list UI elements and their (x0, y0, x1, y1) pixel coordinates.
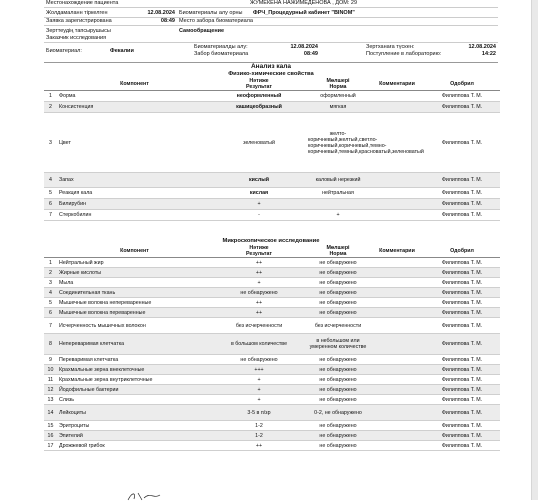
row-number: 6 (44, 199, 57, 210)
norm-value: 0-2, не обнаружено (306, 405, 370, 421)
component-name: Слизь (57, 395, 212, 405)
table-row (44, 268, 500, 278)
component-name: Йодофильные бактерии (57, 385, 212, 395)
row-number: 14 (44, 405, 57, 421)
header-label: Биоматериалы алу орны (179, 10, 243, 16)
norm-value: не обнаружено (306, 268, 370, 278)
take-date: 12.08.2024 (290, 44, 318, 50)
comment-cell (370, 278, 424, 288)
row-number: 5 (44, 298, 57, 308)
comment-cell (370, 355, 424, 365)
result-value: кислый (212, 173, 306, 188)
component-name: Крахмальные зерна внеклеточные (57, 365, 212, 375)
table-row (44, 308, 500, 318)
take-label-ru: Забор биоматериала (194, 50, 249, 57)
component-name: Мышечные волокна переваренные (57, 308, 212, 318)
table-row (44, 385, 500, 395)
comment-cell (370, 199, 424, 210)
comment-cell (370, 318, 424, 334)
row-number: 15 (44, 421, 57, 431)
approved-by: Филиппова Т. М. (424, 385, 500, 395)
approved-by: Филиппова Т. М. (424, 355, 500, 365)
approved-by: Филиппова Т. М. (424, 102, 500, 113)
row-number: 4 (44, 288, 57, 298)
norm-value: не обнаружено (306, 308, 370, 318)
row-number: 5 (44, 188, 57, 199)
table-row (44, 441, 500, 451)
result-value: + (212, 385, 306, 395)
result-value: ++ (212, 298, 306, 308)
approved-by: Филиппова Т. М. (424, 91, 500, 102)
approved-by: Филиппова Т. М. (424, 258, 500, 268)
header-label: Жолдамаланн тіркелген (46, 10, 108, 16)
result-value: + (212, 278, 306, 288)
biomaterial-value: Фекалии (110, 48, 134, 54)
take-label: Биоматериалды алу: (194, 44, 248, 50)
row-number: 4 (44, 173, 57, 188)
norm-value: нейтральная (306, 188, 370, 199)
table-row (44, 210, 500, 221)
norm-value: не обнаружено (306, 441, 370, 451)
table-row (44, 334, 500, 355)
col-comment: Комментарии (370, 245, 424, 258)
approved-by: Филиппова Т. М. (424, 441, 500, 451)
norm-value: не обнаружено (306, 278, 370, 288)
row-number: 11 (44, 375, 57, 385)
norm-value: не обнаружено (306, 395, 370, 405)
result-value: + (212, 375, 306, 385)
comment-cell (370, 365, 424, 375)
header-label: Заказчик исследования (46, 35, 107, 41)
result-value: кашицеобразный (212, 102, 306, 113)
result-value: ++ (212, 308, 306, 318)
received-label: Зертханаға түскен: (366, 44, 415, 50)
take-time: 08:49 (303, 50, 318, 57)
col-result: Нәтиже Результат (212, 245, 306, 258)
registered-time: 08:49 (160, 18, 175, 24)
component-name: Жирные кислоты (57, 268, 212, 278)
component-name: Мышечные волокна непереваренные (57, 298, 212, 308)
table-row (44, 318, 500, 334)
result-value: ++ (212, 268, 306, 278)
comment-cell (370, 405, 424, 421)
result-value: +++ (212, 365, 306, 375)
physchem-table (44, 78, 500, 221)
col-norm: Мөлшері Норма (306, 78, 370, 91)
comment-cell (370, 441, 424, 451)
row-number: 7 (44, 318, 57, 334)
row-number: 10 (44, 365, 57, 375)
result-value: ++ (212, 258, 306, 268)
report-title: Анализ кала (250, 63, 291, 70)
result-value: зеленоватый (212, 113, 306, 173)
header-label: Зерттеудің тапсырушысы (46, 28, 111, 34)
comment-cell (370, 334, 424, 355)
table-row (44, 173, 500, 188)
received-date: 12.08.2024 (468, 44, 496, 50)
component-name: Эпителий (57, 431, 212, 441)
norm-value: не обнаружено (306, 421, 370, 431)
patient-header (44, 0, 498, 43)
component-name: Запах (57, 173, 212, 188)
row-number: 16 (44, 431, 57, 441)
comment-cell (370, 375, 424, 385)
component-name: Переваримая клетчатка (57, 355, 212, 365)
patient-address: ЖУМЕКЕНА НАЖИМЕДЕНОВА , ДОМ: 29 (250, 0, 358, 6)
header-label: Местонахождение пациента (46, 0, 119, 6)
component-name: Соединительная ткань (57, 288, 212, 298)
table-row (44, 199, 500, 210)
table-row (44, 102, 500, 113)
comment-cell (370, 298, 424, 308)
result-value: без исчерченности (212, 318, 306, 334)
norm-value: без исчерченности (306, 318, 370, 334)
result-value: не обнаружено (212, 288, 306, 298)
component-name: Исчерченность мышечных волокон (57, 318, 212, 334)
comment-cell (370, 288, 424, 298)
comment-cell (370, 188, 424, 199)
norm-value: не обнаружено (306, 298, 370, 308)
scrollbar[interactable] (531, 0, 538, 500)
norm-value: мягкая (306, 102, 370, 113)
approved-by: Филиппова Т. М. (424, 210, 500, 221)
header-label: Заявка зарегистрирована (46, 18, 112, 24)
table-row (44, 278, 500, 288)
header-label: Место забора биоматериала (179, 18, 253, 24)
table-row (44, 421, 500, 431)
table-row (44, 113, 500, 173)
norm-value: оформленный (306, 91, 370, 102)
table-row (44, 375, 500, 385)
table-row (44, 288, 500, 298)
comment-cell (370, 268, 424, 278)
result-value: ++ (212, 441, 306, 451)
approved-by: Филиппова Т. М. (424, 421, 500, 431)
component-name: Непереваримая клетчатка (57, 334, 212, 355)
norm-value: каловый нерезкий (306, 173, 370, 188)
approved-by: Филиппова Т. М. (424, 188, 500, 199)
result-value: - (212, 210, 306, 221)
approved-by: Филиппова Т. М. (424, 268, 500, 278)
row-number: 9 (44, 355, 57, 365)
norm-value: желто-коричневый,желтый,светло-коричневый,коричневый,темно-коричневый,темный,красноватый,зеленоватый (306, 113, 370, 173)
row-number: 8 (44, 334, 57, 355)
approved-by: Филиппова Т. М. (424, 318, 500, 334)
table-row (44, 395, 500, 405)
component-name: Реакция кала (57, 188, 212, 199)
collection-place: ФРЧ_Процедурный кабинет "BINOM" (253, 10, 355, 16)
col-component: Компонент (57, 245, 212, 258)
registered-date: 12.08.2024 (147, 10, 175, 16)
component-name: Мыла (57, 278, 212, 288)
comment-cell (370, 102, 424, 113)
result-value: неоформленный (212, 91, 306, 102)
micro-table (44, 245, 500, 451)
table-row (44, 405, 500, 421)
norm-value: не обнаружено (306, 431, 370, 441)
col-approved: Одобрил (424, 78, 500, 91)
approved-by: Филиппова Т. М. (424, 308, 500, 318)
norm-value: не обнаружено (306, 365, 370, 375)
row-number: 12 (44, 385, 57, 395)
component-name: Цвет (57, 113, 212, 173)
norm-value: не обнаружено (306, 385, 370, 395)
comment-cell (370, 173, 424, 188)
approved-by: Филиппова Т. М. (424, 405, 500, 421)
row-number: 1 (44, 91, 57, 102)
norm-value: не обнаружено (306, 258, 370, 268)
section-micro-title: Микроскопическое исследование (222, 238, 320, 244)
approved-by: Филиппова Т. М. (424, 199, 500, 210)
result-value: кислая (212, 188, 306, 199)
result-value: 1-2 (212, 421, 306, 431)
approved-by: Филиппова Т. М. (424, 298, 500, 308)
col-norm: Мөлшері Норма (306, 245, 370, 258)
table-row (44, 188, 500, 199)
table-row (44, 355, 500, 365)
result-value: 3-5 в п/зр (212, 405, 306, 421)
component-name: Стеркобилин (57, 210, 212, 221)
component-name: Лейкоциты (57, 405, 212, 421)
norm-value: не обнаружено (306, 355, 370, 365)
result-value: 1-2 (212, 431, 306, 441)
approved-by: Филиппова Т. М. (424, 431, 500, 441)
norm-value: + (306, 210, 370, 221)
row-number: 3 (44, 278, 57, 288)
norm-value: не обнаружено (306, 288, 370, 298)
table-row (44, 298, 500, 308)
component-name: Консистенция (57, 102, 212, 113)
row-number: 2 (44, 268, 57, 278)
component-name: Нейтральный жир (57, 258, 212, 268)
result-value: + (212, 199, 306, 210)
comment-cell (370, 91, 424, 102)
comment-cell (370, 210, 424, 221)
row-number: 3 (44, 113, 57, 173)
comment-cell (370, 258, 424, 268)
result-value: не обнаружено (212, 355, 306, 365)
approved-by: Филиппова Т. М. (424, 173, 500, 188)
approved-by: Филиппова Т. М. (424, 334, 500, 355)
component-name: Эритроциты (57, 421, 212, 431)
comment-cell (370, 385, 424, 395)
signature-mark (120, 490, 180, 502)
component-name: Крахмальные зерна внутриклеточные (57, 375, 212, 385)
received-time: 14:22 (481, 50, 496, 57)
comment-cell (370, 421, 424, 431)
table-row (44, 91, 500, 102)
row-number: 17 (44, 441, 57, 451)
result-value: в большом количестве (212, 334, 306, 355)
received-label-ru: Поступление в лабораторию: (366, 50, 442, 57)
component-name: Дрожжевой грибок (57, 441, 212, 451)
row-number: 7 (44, 210, 57, 221)
component-name: Билирубин (57, 199, 212, 210)
row-number: 6 (44, 308, 57, 318)
section-physchem-title: Физико-химические свойства (228, 71, 314, 77)
biomaterial-row (44, 43, 498, 63)
approved-by: Филиппова Т. М. (424, 113, 500, 173)
table-row (44, 258, 500, 268)
result-value: + (212, 395, 306, 405)
col-comment: Комментарии (370, 78, 424, 91)
col-component: Компонент (57, 78, 212, 91)
norm-value (306, 199, 370, 210)
row-number: 13 (44, 395, 57, 405)
table-row (44, 365, 500, 375)
col-result: Нәтиже Результат (212, 78, 306, 91)
approved-by: Филиппова Т. М. (424, 365, 500, 375)
col-approved: Одобрил (424, 245, 500, 258)
comment-cell (370, 395, 424, 405)
comment-cell (370, 308, 424, 318)
norm-value: не обнаружено (306, 375, 370, 385)
customer-value: Самообращение (179, 28, 225, 34)
row-number: 2 (44, 102, 57, 113)
table-row (44, 431, 500, 441)
biomaterial-label: Биоматериал: (46, 48, 82, 54)
comment-cell (370, 431, 424, 441)
row-number: 1 (44, 258, 57, 268)
approved-by: Филиппова Т. М. (424, 288, 500, 298)
norm-value: в небольшом или умеренном количестве (306, 334, 370, 355)
approved-by: Филиппова Т. М. (424, 395, 500, 405)
approved-by: Филиппова Т. М. (424, 375, 500, 385)
component-name: Форма (57, 91, 212, 102)
approved-by: Филиппова Т. М. (424, 278, 500, 288)
